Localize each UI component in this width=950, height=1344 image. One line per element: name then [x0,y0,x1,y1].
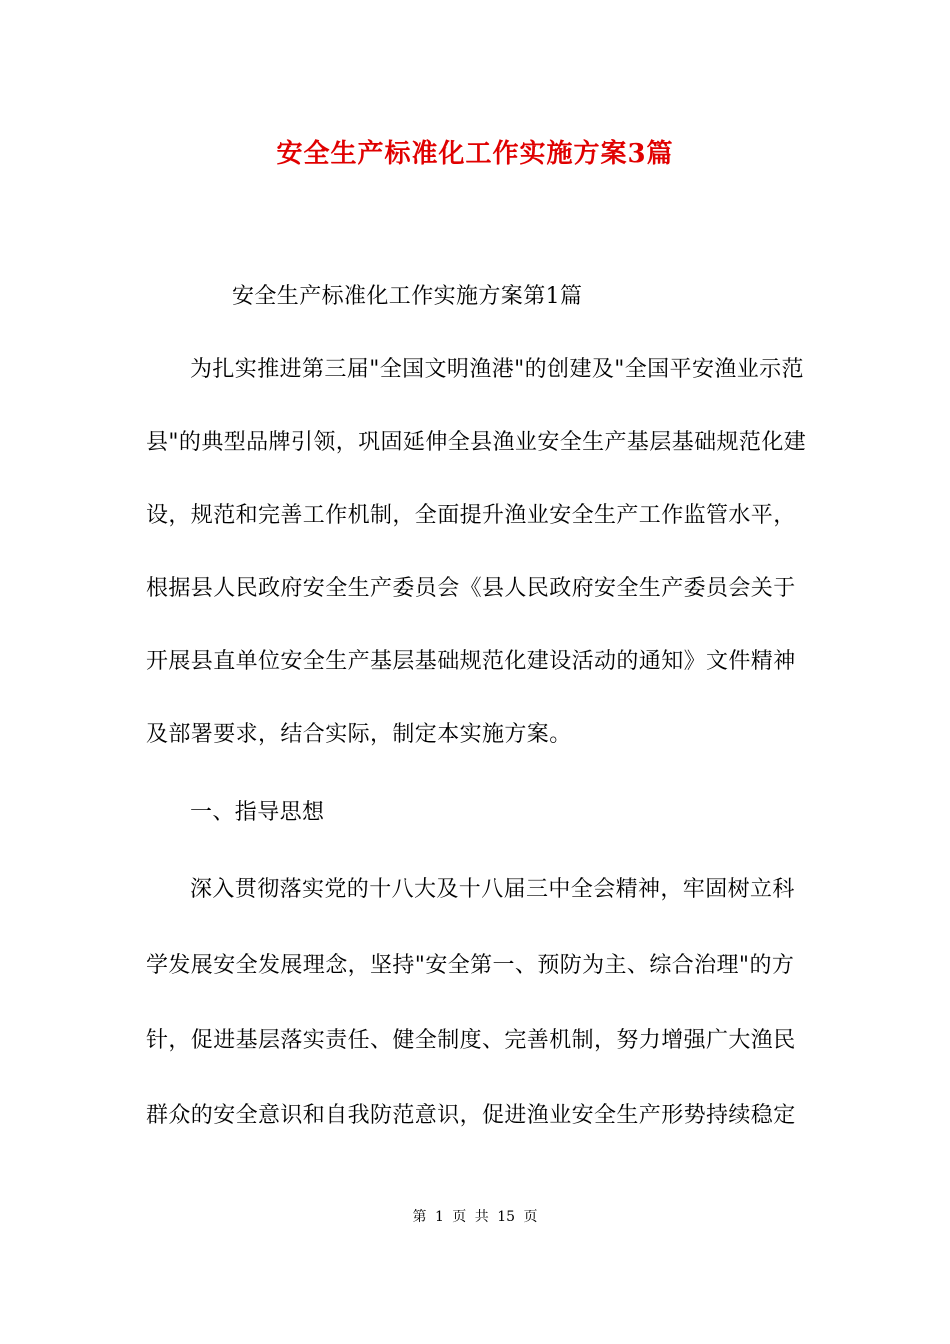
paragraph-line: 根据县人民政府安全生产委员会《县人民政府安全生产委员会关于 [146,576,796,601]
paragraph-line: 设，规范和完善工作机制，全面提升渔业安全生产工作监管水平， [146,503,796,528]
paragraph-line: 深入贯彻落实党的十八大及十八届三中全会精神，牢固树立科 [190,877,795,902]
page-footer: 第 1 页 共 15 页 [412,1209,538,1225]
paragraph-line: 学发展安全发展理念，坚持"安全第一、预防为主、综合治理"的方 [146,953,795,978]
paragraph-line: 开展县直单位安全生产基层基础规范化建设活动的通知》文件精神 [146,649,796,674]
paragraph-line: 及部署要求，结合实际，制定本实施方案。 [146,722,572,747]
section-subtitle: 安全生产标准化工作实施方案第1篇 [232,284,583,309]
paragraph-line: 为扎实推进第三届"全国文明渔港"的创建及"全国平安渔业示范 [190,357,804,382]
document-title: 安全生产标准化工作实施方案3篇 [276,139,674,169]
paragraph-line: 群众的安全意识和自我防范意识，促进渔业安全生产形势持续稳定 [146,1103,796,1128]
paragraph-line: 针，促进基层落实责任、健全制度、完善机制，努力增强广大渔民 [146,1028,796,1053]
paragraph-line: 县"的典型品牌引领，巩固延伸全县渔业安全生产基层基础规范化建 [146,430,806,455]
section-heading: 一、指导思想 [190,800,325,825]
